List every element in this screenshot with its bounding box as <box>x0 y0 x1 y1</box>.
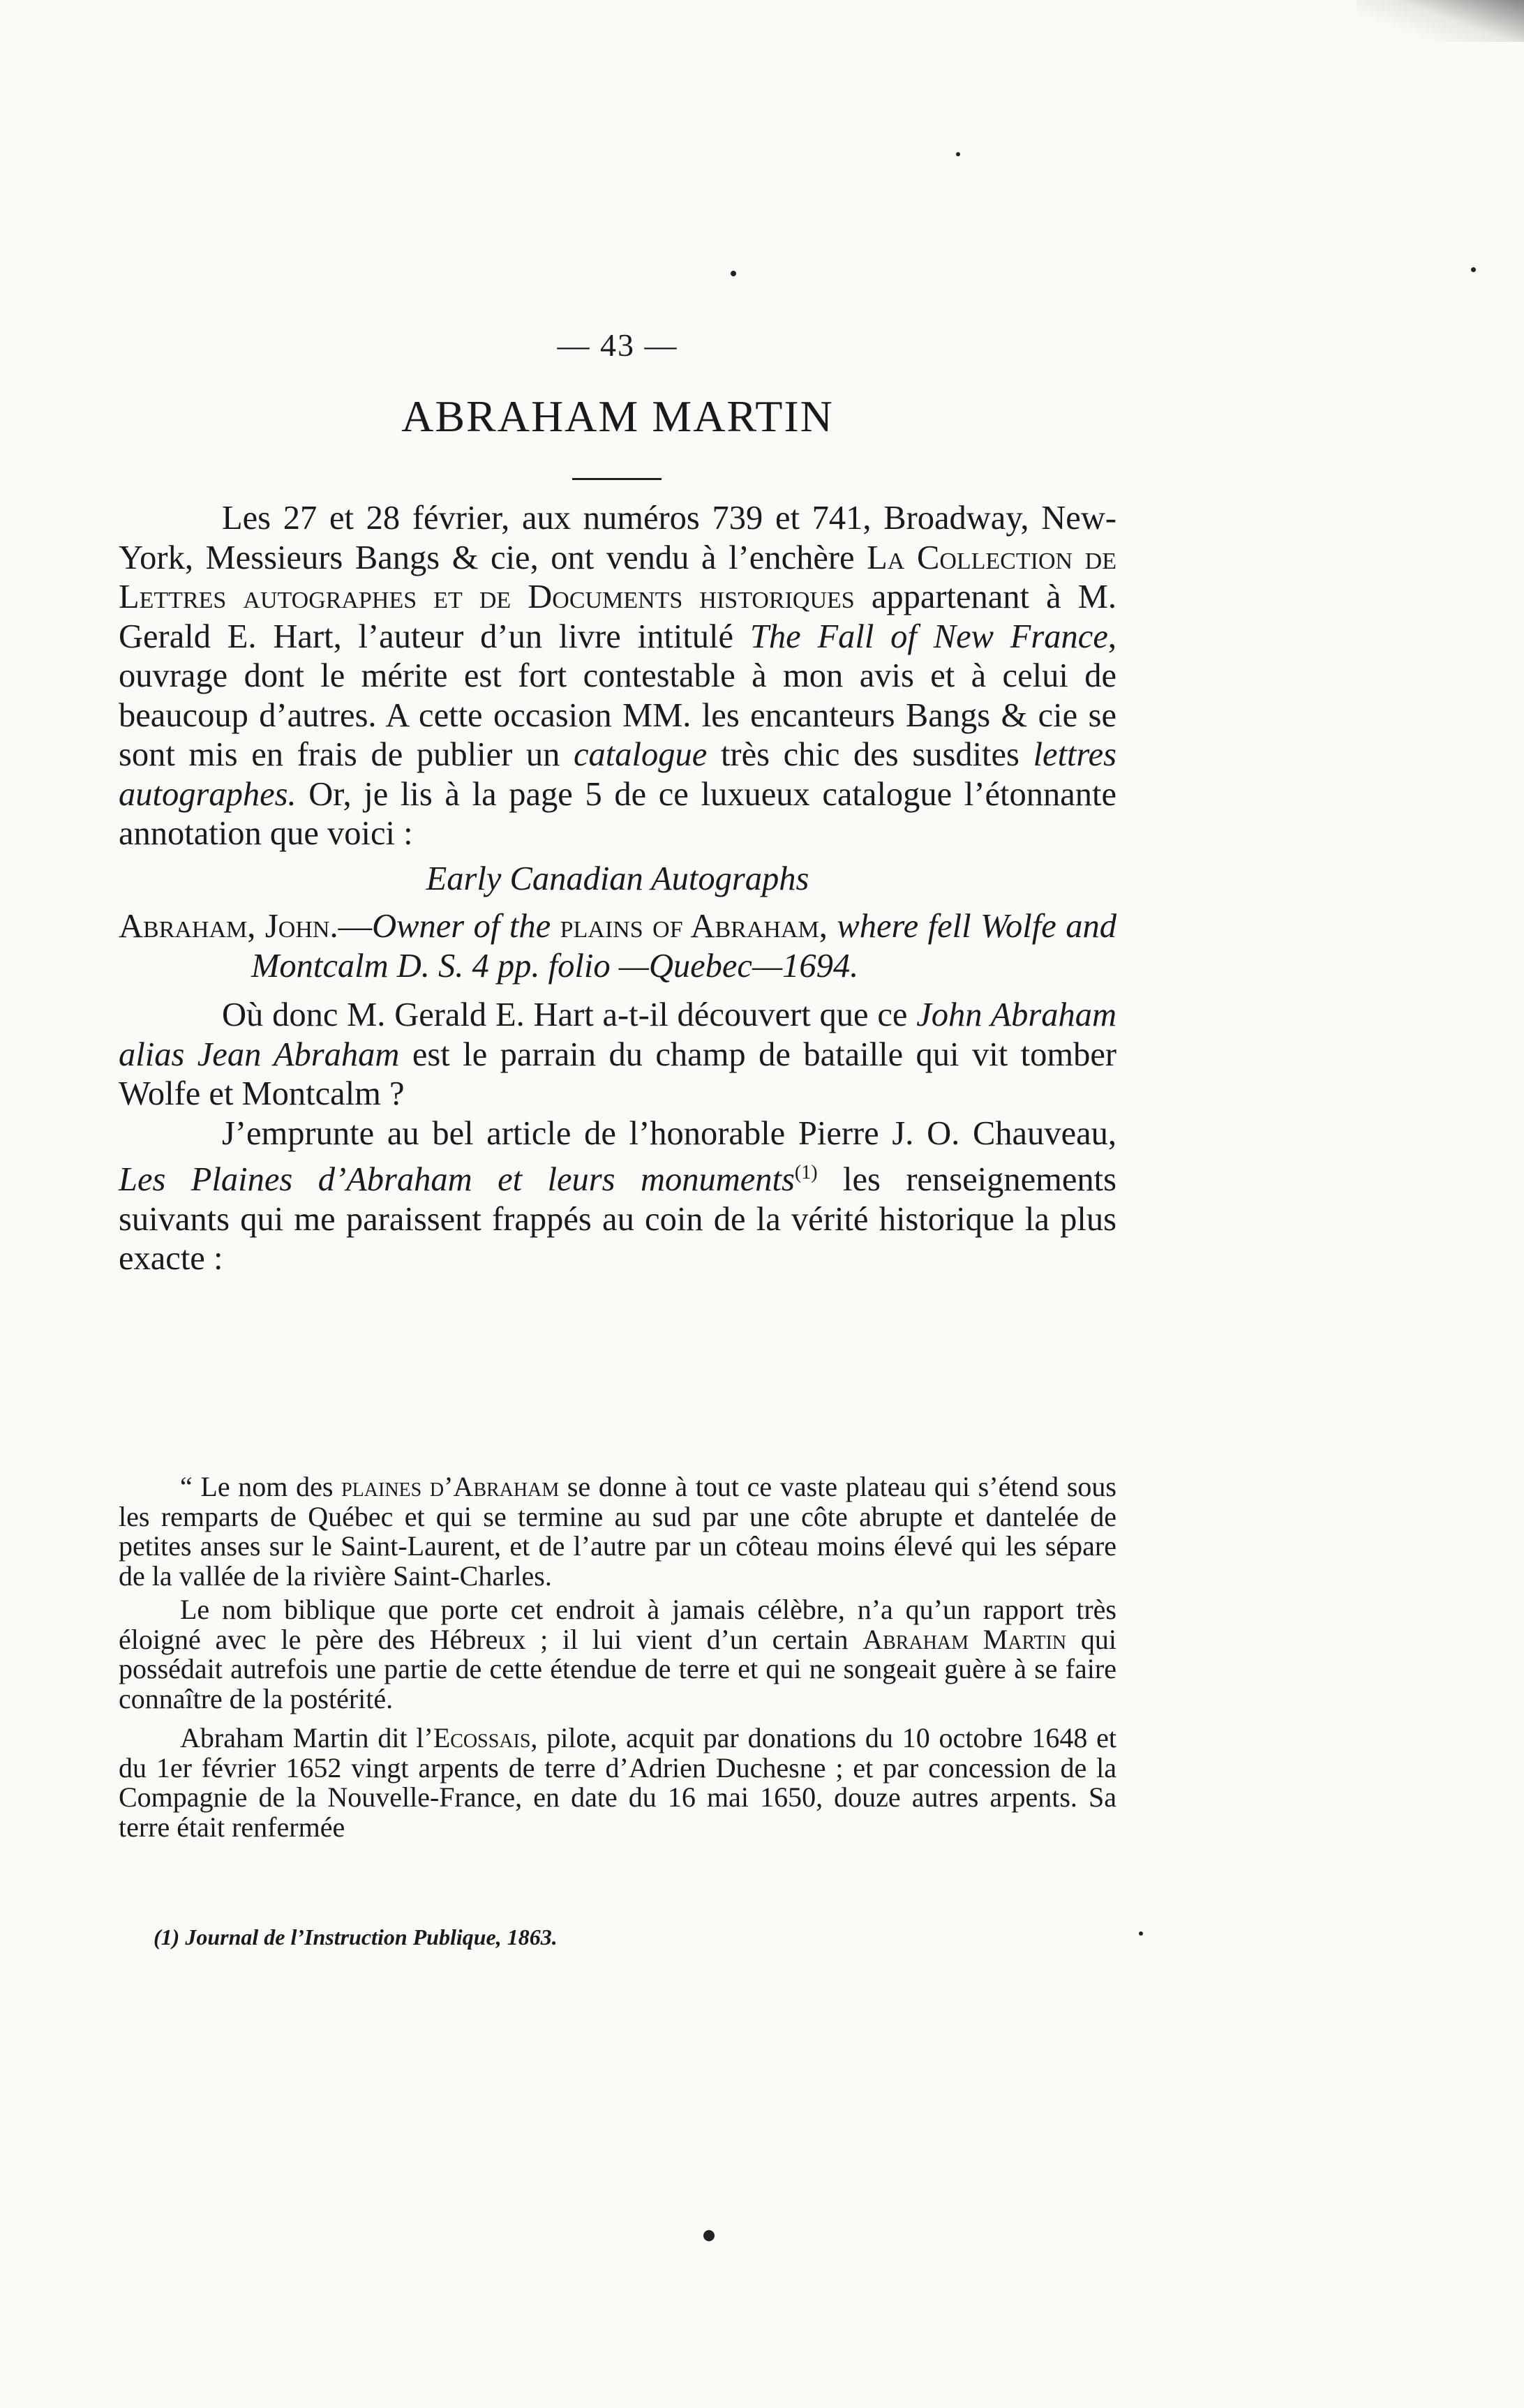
paragraph-2 <box>119 996 1116 1114</box>
text-run: Or, je lis à la page 5 de ce luxueux catalogue l’étonnante annotation que voici : <box>119 775 1116 852</box>
italic-word: lettres autographes. <box>119 736 1116 813</box>
entry-name: Abraham, John. <box>119 908 338 945</box>
main-text <box>119 499 1116 1279</box>
text-run: , pilote, acquit par donations du 10 octobre 1648 et du 1er février 1652 vingt arpents de terre d’Adrien Duchesne ; et par concession de la Compagnie de la Nouvelle-France, en date du 16 mai 1650, douze autres arpents. Sa terre était renfermée <box>119 1722 1116 1843</box>
text-run: Où donc M. Gerald E. Hart a-t-il découvert que ce <box>222 996 917 1033</box>
scan-speck <box>1139 1931 1143 1936</box>
text-run: Les 27 et 28 février, aux numéros 739 et 741, Broadway, New-York, Messieurs Bangs & cie, ont vendu à l’enchère <box>119 500 1116 576</box>
text-run: J’emprunte au bel article de l’honorable Pierre J. O. Chauveau, <box>222 1114 1116 1152</box>
scan-speck <box>956 152 960 156</box>
ecossais-name: Ecossais <box>433 1722 531 1753</box>
italic-names: John Abraham alias Jean Abraham <box>119 996 1116 1073</box>
text-run: qui possédait autrefois une partie de cette étendue de terre et qui ne songeait guère à se faire connaître de la postérité. <box>119 1623 1117 1714</box>
text-run: Le nom biblique que porte cet endroit à jamais célèbre, n’a qu’un rapport très éloigné avec le père des Hébreux ; il lui vient d’un certain <box>119 1594 1116 1655</box>
catalogue-heading: Early Canadian Autographs <box>426 860 809 897</box>
quote-paragraph-3 <box>119 1723 1116 1842</box>
text-run: , ouvrage dont le mérite est fort contestable à mon avis et à celui de beaucoup d’autres. A cette occasion MM. les encanteurs Bangs & cie se sont mis en frais de publier un <box>119 618 1116 773</box>
text-run: Abraham Martin dit l’ <box>180 1722 433 1753</box>
text-run: très chic des susdites <box>707 736 1033 773</box>
footnote-ref: (1) <box>794 1162 818 1183</box>
title-rule <box>572 478 662 480</box>
entry-plains: plains of Abraham, <box>551 908 828 945</box>
entry-dash: — <box>338 908 373 945</box>
page-number: — 43 — <box>557 327 678 363</box>
quote-paragraph-2 <box>119 1595 1116 1714</box>
block-quote <box>119 1472 1116 1846</box>
scan-speck <box>731 271 736 276</box>
quote-paragraph-1 <box>119 1472 1116 1591</box>
catalogue-entry <box>119 907 1116 986</box>
book-title: The Fall of New France <box>749 618 1108 655</box>
plaines-name: plaines d’Abraham <box>341 1471 560 1502</box>
scan-corner-shadow <box>1357 0 1524 42</box>
text-run: est le parrain du champ de bataille qui vit tomber Wolfe et Montcalm ? <box>119 1035 1116 1112</box>
footnote: (1) Journal de l’Instruction Publique, 1863. <box>154 1924 558 1950</box>
scan-speck <box>703 2230 715 2241</box>
paragraph-1 <box>119 499 1116 854</box>
entry-text: where fell Wolfe and Montcalm D. S. 4 pp. folio —Quebec—1694. <box>251 908 1117 985</box>
martin-name: Abraham Martin <box>862 1623 1067 1655</box>
text-run: les renseignements suivants qui me paraissent frappés au coin de la vérité historique la plus exacte : <box>119 1161 1116 1278</box>
entry-text: Owner of the <box>372 908 551 945</box>
italic-word: catalogue <box>574 736 708 773</box>
page-title: ABRAHAM MARTIN <box>401 391 834 441</box>
text-run: se donne à tout ce vaste plateau qui s’étend sous les remparts de Québec et qui se termine au sud par une côte abrupte et dantelée de petites anses sur le Saint-Laurent, et de l’autre par un côteau moins élevé qui les sépare de la vallée de la rivière Saint-Charles. <box>119 1471 1116 1592</box>
text-run: appartenant à M. Gerald E. Hart, l’auteur d’un livre intitulé <box>119 578 1117 655</box>
paragraph-3 <box>119 1114 1116 1279</box>
article-title: Les Plaines d’Abraham et leurs monuments <box>119 1161 795 1199</box>
collection-name: La Collection de Lettres autographes et de Documents historiques <box>119 539 1116 615</box>
scan-speck <box>1471 267 1476 272</box>
text-run: “ Le nom des <box>180 1471 342 1502</box>
